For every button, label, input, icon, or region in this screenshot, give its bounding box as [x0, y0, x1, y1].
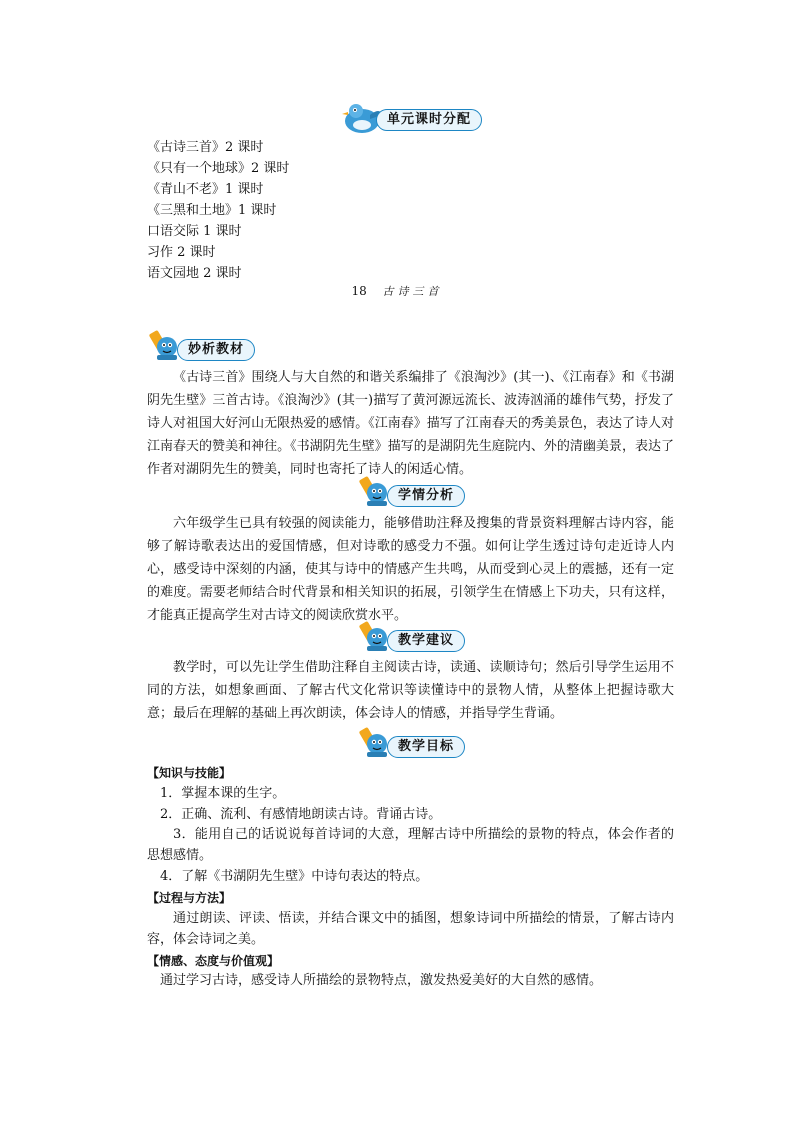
emotion-heading: 【情感、态度与价值观】 [147, 954, 280, 968]
section-badge-suggestion [357, 626, 477, 654]
knowledge-item: 2．正确、流利、有感情地朗读古诗。背诵古诗。 [160, 807, 442, 822]
lesson-title [0, 283, 794, 299]
list-item: 口语交际 1 课时 [147, 224, 242, 239]
section-badge-analysis [147, 335, 267, 363]
badge-label: 教学目标 [387, 736, 465, 758]
list-item: 语文园地 2 课时 [147, 266, 242, 281]
section-badge-allocation [340, 105, 490, 133]
lesson-number: 18 [351, 284, 367, 298]
knowledge-item: 4．了解《书湖阴先生壁》中诗句表达的特点。 [160, 869, 429, 884]
lesson-name: 古诗三首 [382, 285, 443, 298]
lesson-allocation-list [147, 137, 289, 284]
list-item: 《青山不老》1 课时 [147, 182, 264, 197]
knowledge-item: 3．能用自己的话说说每首诗词的大意，理解古诗中所描绘的景物的特点，体会作者的思想感情。 [147, 827, 674, 863]
knowledge-heading: 【知识与技能】 [147, 766, 232, 780]
list-item: 《三黑和土地》1 课时 [147, 203, 277, 218]
badge-label: 妙析教材 [177, 339, 255, 361]
knowledge-item: 1．掌握本课的生字。 [160, 786, 286, 801]
section-badge-students [357, 481, 477, 509]
list-item: 《只有一个地球》2 课时 [147, 161, 290, 176]
students-paragraph: 六年级学生已具有较强的阅读能力，能够借助注释及搜集的背景资料理解古诗内容，能够了解诗歌表达出的爱国情感，但对诗歌的感受力不强。如何让学生透过诗句走近诗人内心，感受诗中深刻的内涵，使其与诗中的情感产生共鸣，从而受到心灵上的震撼，还有一定的难度。需要老师结合时代背景和相关知识的拓展，引领学生在情感上下功夫，只有这样，才能真正提高学生对古诗文的阅读欣赏水平。 [147, 516, 674, 623]
list-item: 习作 2 课时 [147, 245, 216, 260]
badge-label: 教学建议 [387, 630, 465, 652]
badge-label: 学情分析 [387, 485, 465, 507]
process-paragraph: 通过朗读、评读、悟读，并结合课文中的插图，想象诗词中所描绘的情景，了解古诗内容，体会诗词之美。 [147, 911, 674, 947]
analysis-paragraph: 《古诗三首》围绕人与大自然的和谐关系编排了《浪淘沙》(其一)、《江南春》和《书湖阴先生壁》三首古诗。《浪淘沙》(其一)描写了黄河源远流长、波涛汹涌的雄伟气势，抒发了诗人对祖国大好河山无限热爱的感情。《江南春》描写了江南春天的秀美景色，表达了诗人对江南春天的赞美和神往。《书湖阴先生壁》描写的是湖阴先生庭院内、外的清幽美景，表达了作者对湖阴先生的赞美，同时也寄托了诗人的闲适心情。 [147, 370, 674, 477]
suggestion-paragraph: 教学时，可以先让学生借助注释自主阅读古诗，读通、读顺诗句；然后引导学生运用不同的方法，如想象画面、了解古代文化常识等读懂诗中的景物人情，从整体上把握诗歌大意；最后在理解的基础上再次朗读，体会诗人的情感，并指导学生背诵。 [147, 660, 674, 721]
emotion-paragraph: 通过学习古诗，感受诗人所描绘的景物特点，激发热爱美好的大自然的感情。 [160, 973, 603, 988]
section-badge-goals [357, 732, 477, 760]
process-heading: 【过程与方法】 [147, 891, 232, 905]
badge-label: 单元课时分配 [376, 109, 482, 131]
list-item: 《古诗三首》2 课时 [147, 140, 264, 155]
